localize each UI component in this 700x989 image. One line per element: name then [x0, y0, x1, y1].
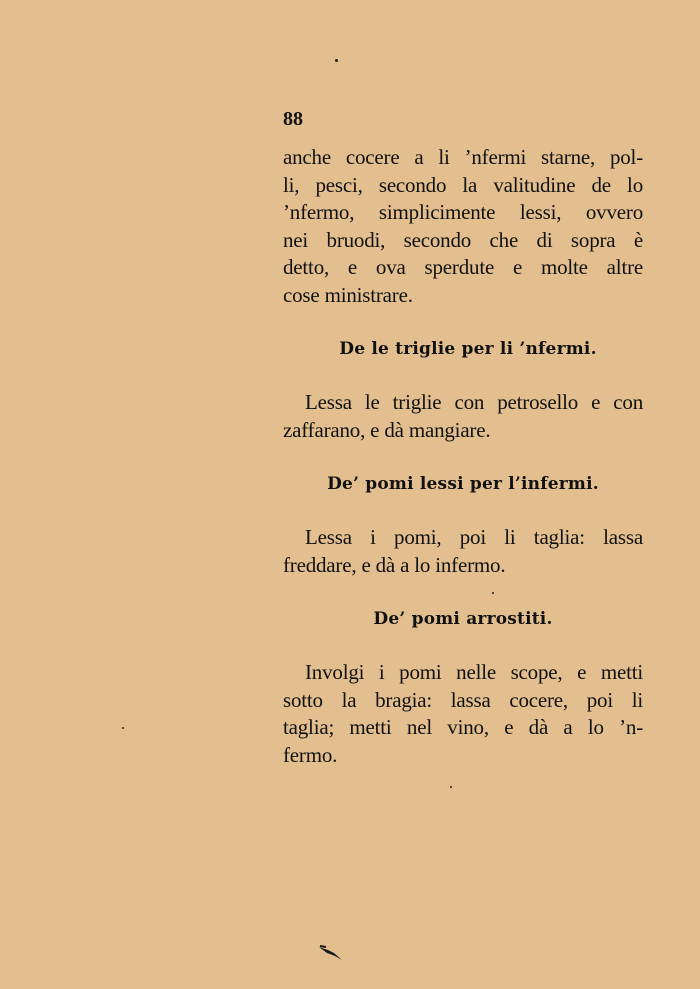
recipe-paragraph	[283, 389, 643, 444]
text-line: anche cocere a li ’nfermi starne, pol-	[283, 145, 643, 169]
text-line: sotto la bragia: lassa cocere, poi li	[283, 687, 643, 712]
text-line: taglia; metti nel vino, e dà a lo ’n-	[283, 715, 643, 739]
page-number: 88	[283, 108, 303, 130]
text-line: cose ministrare.	[283, 282, 413, 307]
recipe-heading: De le triglie per li ’nfermi.	[339, 339, 597, 359]
recipe-heading: De’ pomi arrostiti.	[373, 609, 553, 629]
ink-speck	[335, 59, 338, 62]
ink-speck	[492, 592, 494, 594]
text-line: Involgi i pomi nelle scope, e metti	[305, 660, 643, 684]
recipe-heading: De’ pomi lessi per l’infermi.	[327, 474, 599, 494]
ink-speck	[450, 786, 452, 788]
intro-paragraph	[283, 144, 643, 309]
ink-mark-icon	[318, 944, 344, 962]
text-line: nei bruodi, secondo che di sopra è	[283, 227, 643, 252]
recipe-paragraph	[283, 659, 643, 769]
text-line: fermo.	[283, 742, 338, 767]
text-line: li, pesci, secondo la valitudine de lo	[283, 172, 643, 197]
text-line: Lessa i pomi, poi li taglia: lassa	[305, 525, 643, 549]
ink-speck	[122, 727, 124, 729]
text-line: Lessa le triglie con petrosello e con	[305, 390, 643, 414]
recipe-paragraph	[283, 524, 643, 579]
text-line: ’nfermo, simplicimente lessi, ovvero	[283, 200, 643, 224]
text-column	[283, 144, 643, 769]
text-line: detto, e ova sperdute e molte altre	[283, 255, 643, 279]
text-line: freddare, e dà a lo infermo.	[283, 552, 506, 577]
text-line: zaffarano, e dà mangiare.	[283, 417, 491, 442]
